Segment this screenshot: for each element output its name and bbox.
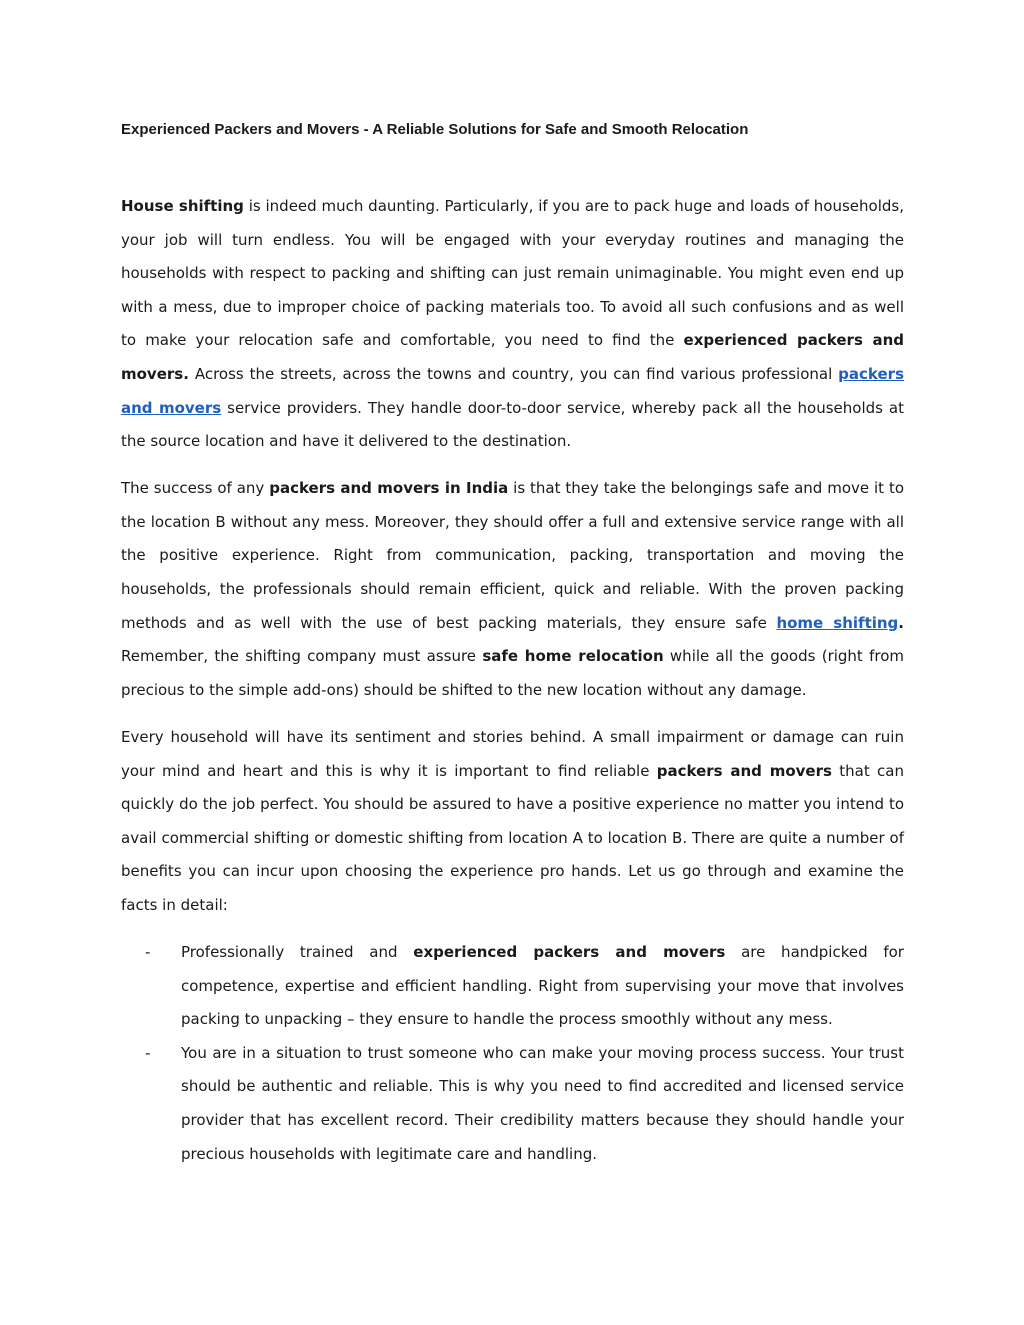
bullet-dash: - <box>145 942 151 961</box>
paragraph-2-text-3: Remember, the shifting company must assure <box>121 647 483 666</box>
bullet-list <box>121 936 904 1171</box>
paragraph-1-text-2: Across the streets, across the towns and country, you can find various professional <box>188 364 839 383</box>
paragraph-3 <box>121 721 904 923</box>
paragraph-1 <box>121 190 904 459</box>
paragraph-2-text-2: is that they take the belongings safe and move it to the location B without any mess. Moreover, they should offer a full and extensive service range with all the positive experience. Right from communication, packing, transportation and moving the households, the professionals should remain efficient, quick and reliable. With the proven packing methods and as well with the use of best packing materials, they ensure safe <box>121 479 904 632</box>
bold-packers-movers-india: packers and movers in India <box>269 479 509 498</box>
bold-packers-and-movers: packers and movers <box>656 761 832 780</box>
bullet-2-text-1: You are in a situation to trust someone who can make your moving process success. Your trust should be authentic and reliable. This is why you need to find accredited and licensed service provider that has excellent record. Their credibility matters because they should handle your precious households with legitimate care and handling. <box>181 1043 904 1163</box>
paragraph-2-text-4: while all the goods (right from precious to the simple add-ons) should be shifted to the new location without any damage. <box>121 647 904 699</box>
bullet-1-text-1: Professionally trained and <box>181 942 414 961</box>
bold-safe-home-relocation: safe home relocation <box>482 647 664 666</box>
document-body <box>121 190 904 1171</box>
document-title: Experienced Packers and Movers - A Reliable Solutions for Safe and Smooth Relocation <box>121 121 749 138</box>
bullet-dash: - <box>145 1043 151 1062</box>
packers-and-movers-link[interactable]: packers and movers <box>121 364 904 417</box>
bold-house-shifting: House shifting <box>121 197 244 215</box>
paragraph-3-text-1: Every household will have its sentiment and stories behind. A small impairment or damage can ruin your mind and heart and this is why it is important to find reliable <box>121 727 904 780</box>
paragraph-3-text-2: that can quickly do the job perfect. You should be assured to have a positive experience no matter you intend to avail commercial shifting or domestic shifting from location A to location B. There are quite a number of benefits you can incur upon choosing the experience pro hands. Let us go through and examine the facts in detail: <box>121 761 904 914</box>
bold-period: . <box>898 613 904 632</box>
bullet-1-bold: experienced packers and movers <box>413 942 726 961</box>
paragraph-1-text-1: is indeed much daunting. Particularly, if you are to pack huge and loads of households, your job will turn endless. You will be engaged with your everyday routines and managing the households with respect to packing and shifting can just remain unimaginable. You might even end up with a mess, due to improper choice of packing materials too. To avoid all such confusions and as well to make your relocation safe and comfortable, you need to find the <box>121 197 904 350</box>
paragraph-1-text-3: service providers. They handle door-to-door service, whereby pack all the households at the source location and have it delivered to the destination. <box>121 398 904 451</box>
paragraph-2-text-1: The success of any <box>121 479 270 498</box>
list-item <box>121 1037 904 1171</box>
list-item <box>121 936 904 1037</box>
home-shifting-link[interactable]: home shifting <box>776 613 899 632</box>
paragraph-2 <box>121 472 904 707</box>
bold-experienced-packers: experienced packers and movers. <box>121 331 905 383</box>
bullet-1-text-2: are handpicked for competence, expertise and efficient handling. Right from supervising your move that involves packing to unpacking – they ensure to handle the process smoothly without any mess. <box>181 942 904 1029</box>
